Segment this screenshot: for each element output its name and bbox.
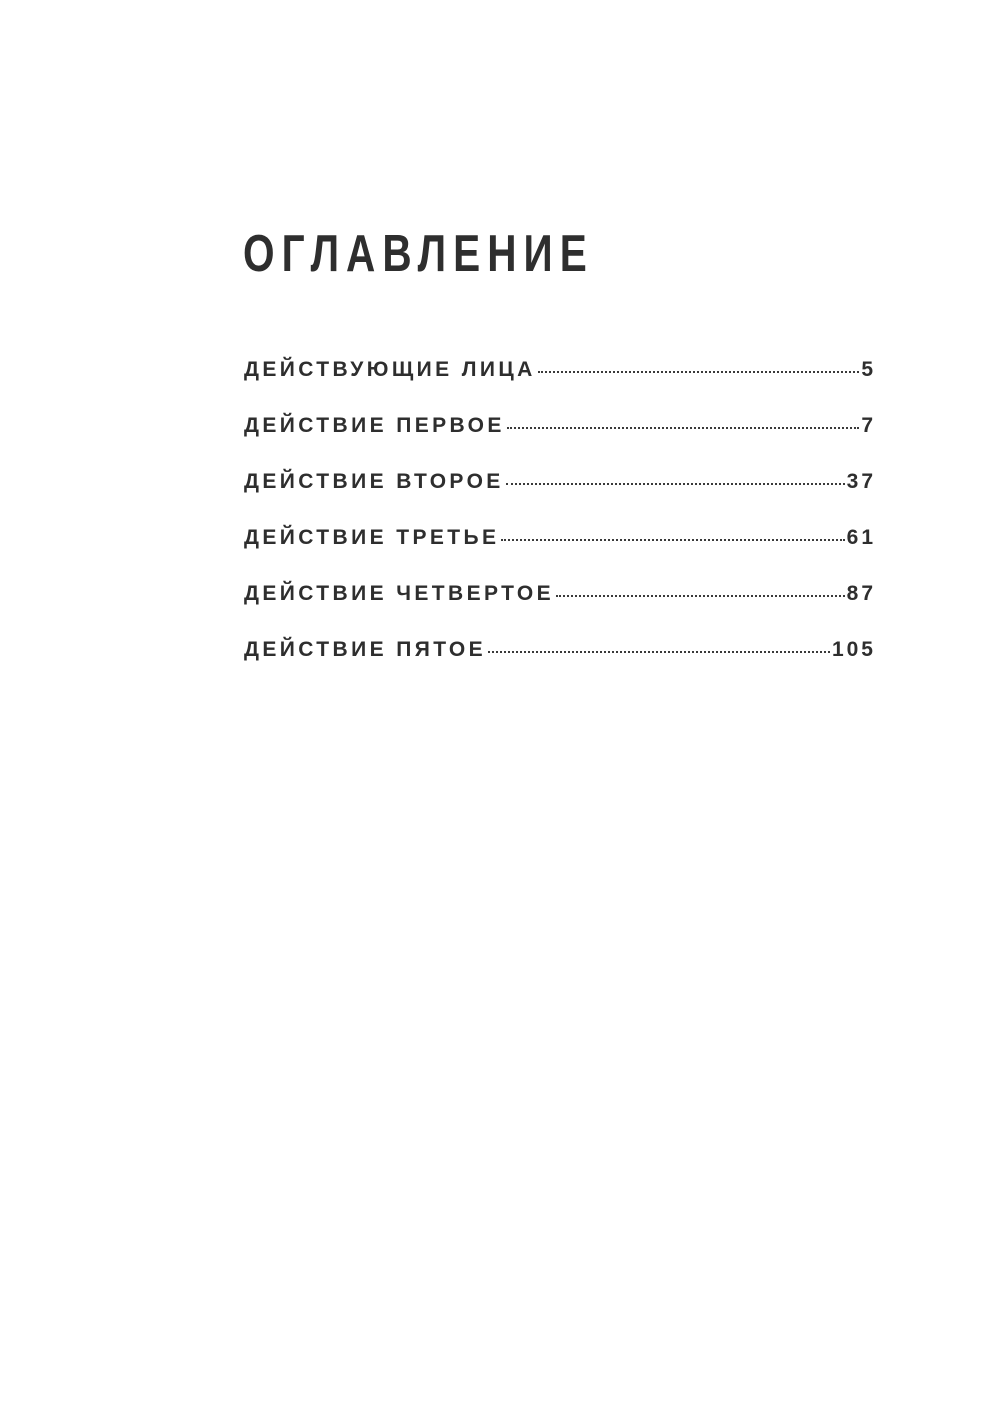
dot-leader [488,629,830,653]
toc-entry[interactable] [244,352,876,408]
toc-entry-label: ДЕЙСТВИЕ ЧЕТВЕРТОЕ [244,582,554,605]
toc-entry-page-number: 105 [831,638,876,661]
page-title: ОГЛАВЛЕНИЕ [243,225,594,283]
toc-entry-label: ДЕЙСТВИЕ ТРЕТЬЕ [244,526,500,549]
toc-entry-page-number: 61 [846,526,876,549]
toc-entry[interactable] [244,632,876,688]
toc-entry[interactable] [244,464,876,520]
toc-entry-page-number: 5 [861,358,876,381]
toc-entry-page-number: 37 [846,470,876,493]
toc-entry-label: ДЕЙСТВИЕ ПЯТОЕ [244,638,487,661]
toc-entry-label: ДЕЙСТВИЕ ВТОРОЕ [244,470,504,493]
toc-entry-label: ДЕЙСТВУЮЩИЕ ЛИЦА [244,358,536,381]
toc-entry-page-number: 7 [861,414,876,437]
toc-entry-page-number: 87 [846,582,876,605]
table-of-contents [244,352,876,688]
dot-leader [506,461,845,485]
toc-entry-label: ДЕЙСТВИЕ ПЕРВОЕ [244,414,505,437]
dot-leader [556,573,845,597]
toc-entry[interactable] [244,408,876,464]
dot-leader [501,517,844,541]
toc-entry[interactable] [244,520,876,576]
dot-leader [507,405,860,429]
dot-leader [538,349,860,373]
toc-entry[interactable] [244,576,876,632]
